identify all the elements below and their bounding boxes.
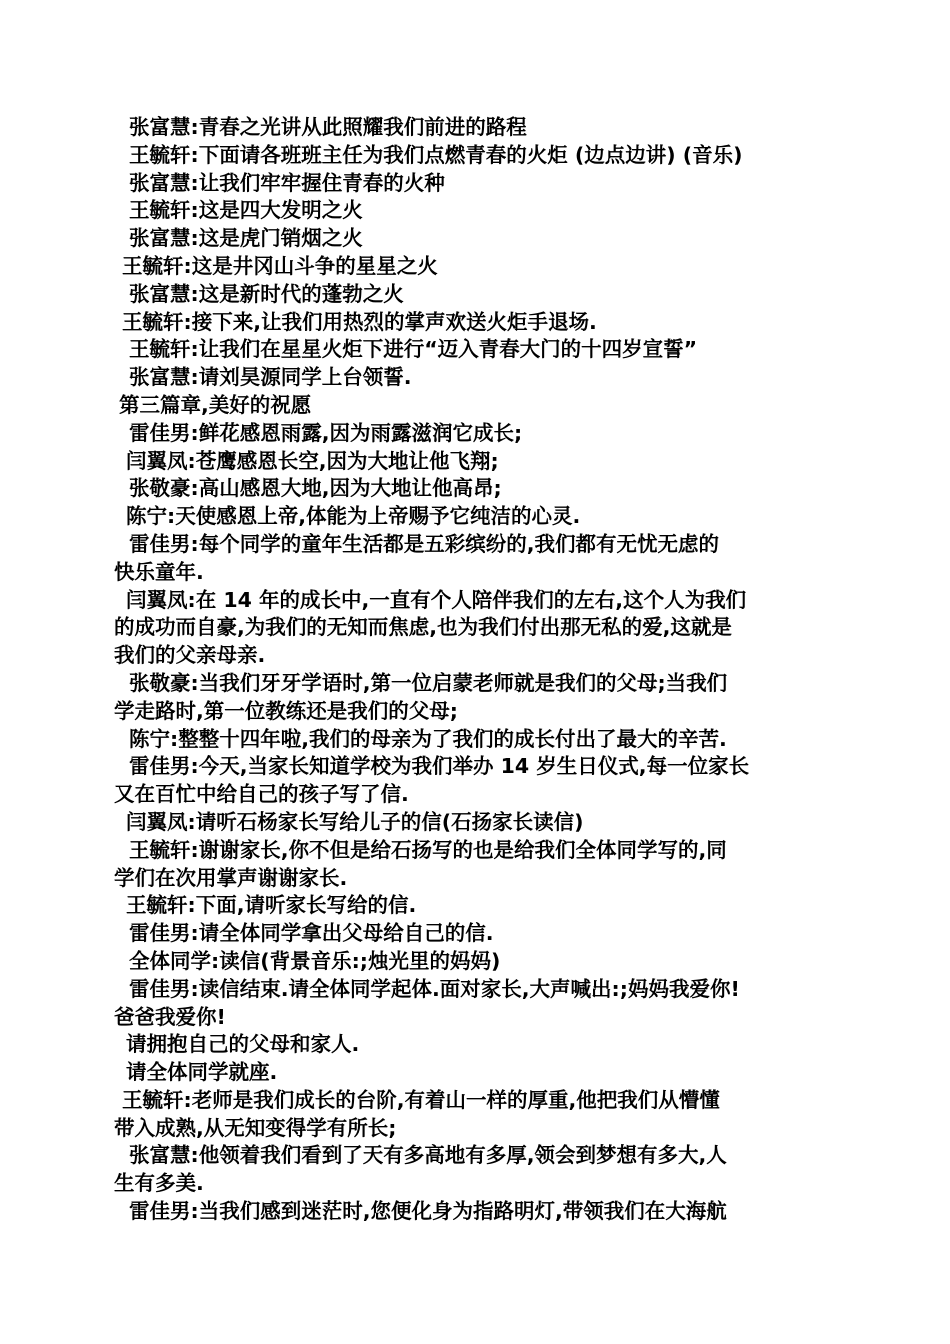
text-line: 雷佳男:请全体同学拿出父母给自己的信. [129, 921, 494, 946]
text-line: 王毓轩:老师是我们成长的台阶,有着山一样的厚重,他把我们从懵懂 [122, 1087, 720, 1112]
text-line: 张富慧:他领着我们看到了天有多高地有多厚,领会到梦想有多大,人 [129, 1143, 727, 1168]
text-line: 王毓轩:下面,请听家长写给的信. [126, 893, 417, 918]
text-line: 张富慧:这是虎门销烟之火 [129, 226, 363, 251]
text-line: 闫翼凤:苍鹰感恩长空,因为大地让他飞翔; [126, 448, 499, 473]
text-line: 雷佳男:每个同学的童年生活都是五彩缤纷的,我们都有无忧无虑的 [129, 531, 719, 556]
section-heading: 第三篇章,美好的祝愿 [119, 392, 312, 417]
text-line: 我们的父亲母亲. [114, 643, 266, 668]
text-line: 请拥抱自己的父母和家人. [126, 1032, 360, 1057]
text-line: 王毓轩:接下来,让我们用热烈的掌声欢送火炬手退场. [122, 309, 597, 334]
text-line: 闫翼凤:请听石杨家长写给儿子的信(石扬家长读信) [126, 809, 584, 834]
text-line: 请全体同学就座. [126, 1060, 278, 1085]
text-line: 带入成熟,从无知变得学有所长; [114, 1115, 397, 1140]
text-line: 生有多美. [114, 1171, 204, 1196]
text-line: 陈宁:天使感恩上帝,体能为上帝赐予它纯洁的心灵. [126, 504, 581, 529]
text-line: 全体同学:读信(背景音乐:;烛光里的妈妈) [129, 948, 501, 973]
text-line: 张富慧:这是新时代的蓬勃之火 [129, 281, 404, 306]
text-line: 快乐童年. [114, 559, 204, 584]
text-line: 张敬豪:当我们牙牙学语时,第一位启蒙老师就是我们的父母;当我们 [129, 670, 728, 695]
text-line: 学走路时,第一位教练还是我们的父母; [114, 698, 458, 723]
text-line: 张富慧:青春之光讲从此照耀我们前进的路程 [129, 115, 527, 139]
text-line: 王毓轩:让我们在星星火炬下进行“迈入青春大门的十四岁宣誓” [129, 337, 698, 362]
document-body [114, 114, 834, 1226]
text-line: 雷佳男:当我们感到迷茫时,您便化身为指路明灯,带领我们在大海航 [129, 1199, 727, 1224]
text-line: 张富慧:让我们牢牢握住青春的火种 [129, 170, 445, 195]
text-line: 雷佳男:今天,当家长知道学校为我们举办 14 岁生日仪式,每一位家长 [129, 754, 750, 779]
text-line: 雷佳男:鲜花感恩雨露,因为雨露滋润它成长; [129, 420, 523, 445]
text-line: 王毓轩:下面请各班班主任为我们点燃青春的火炬 (边点边讲) (音乐) [129, 142, 743, 167]
text-line: 张富慧:请刘昊源同学上台领誓. [129, 365, 412, 390]
text-line: 闫翼凤:在 14 年的成长中,一直有个人陪伴我们的左右,这个人为我们 [126, 587, 747, 612]
text-line: 张敬豪:高山感恩大地,因为大地让他高昂; [129, 476, 502, 501]
text-line: 王毓轩:这是井冈山斗争的星星之火 [122, 253, 438, 278]
text-line: 的成功而自豪,为我们的无知而焦虑,也为我们付出那无私的爱,这就是 [114, 615, 732, 640]
text-line: 学们在次用掌声谢谢家长. [114, 865, 348, 890]
text-line: 爸爸我爱你! [114, 1004, 226, 1029]
text-line: 雷佳男:读信结束.请全体同学起体.面对家长,大声喊出:;妈妈我爱你! [129, 976, 740, 1001]
text-line: 王毓轩:这是四大发明之火 [129, 198, 363, 223]
text-line: 陈宁:整整十四年啦,我们的母亲为了我们的成长付出了最大的辛苦. [129, 726, 727, 751]
text-line: 又在百忙中给自己的孩子写了信. [114, 782, 409, 807]
text-line: 王毓轩:谢谢家长,你不但是给石扬写的也是给我们全体同学写的,同 [129, 837, 727, 862]
